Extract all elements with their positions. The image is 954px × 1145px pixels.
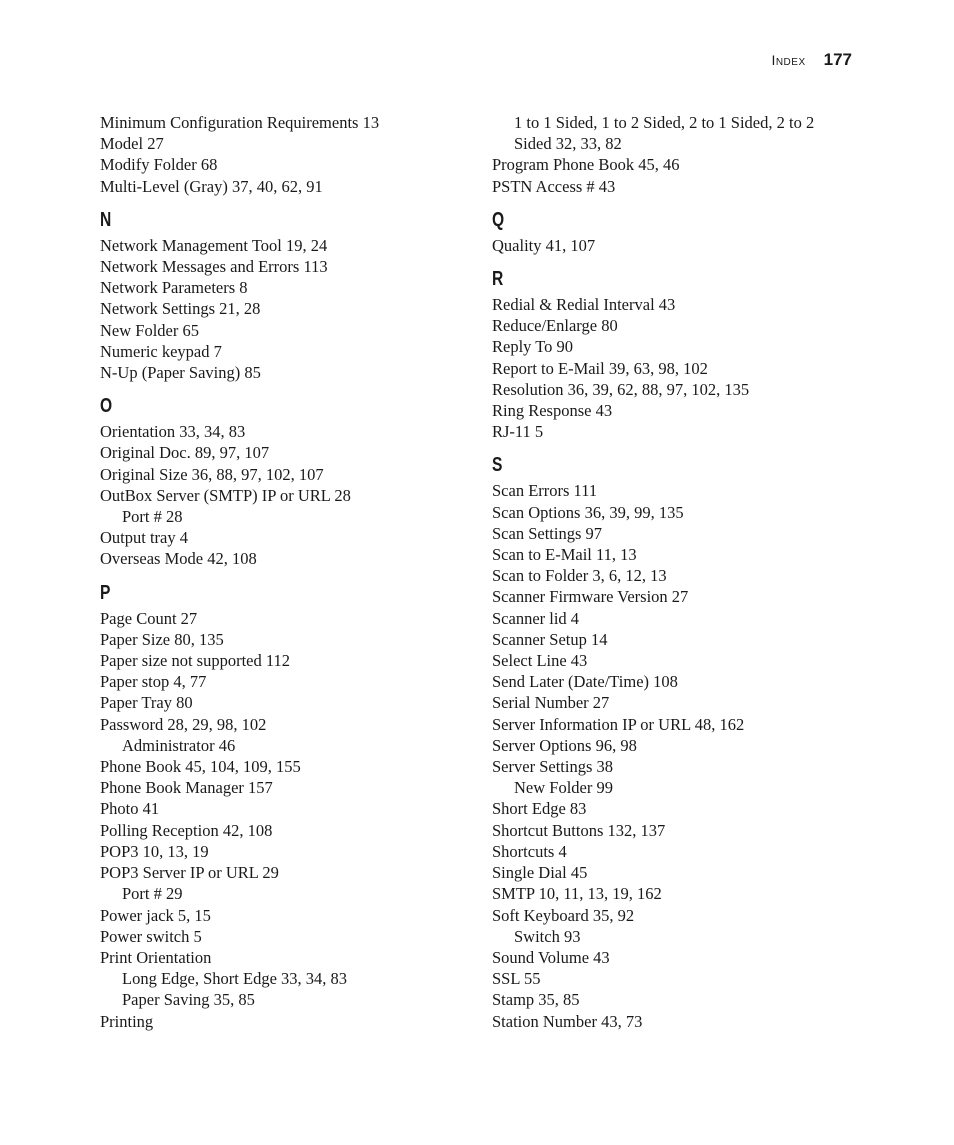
index-entry: Multi-Level (Gray) 37, 40, 62, 91	[100, 176, 323, 196]
index-entry: Send Later (Date/Time) 108	[492, 672, 678, 692]
index-letter-heading: Q	[492, 208, 505, 231]
index-entry: Server Settings 38	[492, 757, 613, 777]
index-entry: Power switch 5	[100, 926, 202, 946]
index-entry: Soft Keyboard 35, 92	[492, 905, 635, 925]
index-entry: Photo 41	[100, 799, 160, 819]
index-entry: Scan to Folder 3, 6, 12, 13	[492, 566, 667, 586]
index-entry: Power jack 5, 15	[100, 905, 211, 925]
index-entry: Ring Response 43	[492, 401, 613, 421]
index-entry: Scan to E-Mail 11, 13	[492, 545, 637, 565]
index-entry: Printing	[100, 1011, 154, 1031]
page-number: 177	[823, 50, 852, 69]
index-entry: Network Parameters 8	[100, 278, 248, 298]
index-entry: Shortcut Buttons 132, 137	[492, 820, 666, 840]
index-entry: Phone Book Manager 157	[100, 778, 273, 798]
index-letter-heading: R	[492, 268, 504, 291]
index-subentry: Administrator 46	[122, 735, 236, 755]
index-entry: New Folder 65	[100, 320, 199, 340]
index-entry-continuation: Sided 32, 33, 82	[514, 134, 622, 154]
index-entry: Orientation 33, 34, 83	[100, 422, 246, 442]
index-entry: Report to E-Mail 39, 63, 98, 102	[492, 358, 708, 378]
index-entry: Stamp 35, 85	[492, 990, 580, 1010]
index-subentry: 1 to 1 Sided, 1 to 2 Sided, 2 to 1 Sided, 2 to 2	[514, 113, 815, 132]
index-entry: Polling Reception 42, 108	[100, 820, 273, 840]
index-subentry: New Folder 99	[514, 778, 613, 798]
index-letter-heading: O	[100, 395, 113, 418]
index-subentry: Port # 28	[122, 507, 183, 527]
index-entry: Paper size not supported 112	[100, 651, 291, 671]
index-entry: Network Management Tool 19, 24	[100, 235, 328, 255]
index-entry: N-Up (Paper Saving) 85	[100, 363, 261, 383]
index-column-right	[492, 112, 872, 1032]
index-entry: POP3 Server IP or URL 29	[100, 863, 279, 883]
index-subentry: Port # 29	[122, 884, 183, 904]
index-entry: PSTN Access # 43	[492, 176, 616, 196]
index-entry: SMTP 10, 11, 13, 19, 162	[492, 884, 662, 904]
index-entry: Original Doc. 89, 97, 107	[100, 443, 270, 463]
index-letter-heading: P	[100, 581, 111, 604]
index-entry: Page Count 27	[100, 608, 198, 628]
index-entry: Paper Size 80, 135	[100, 629, 224, 649]
index-entry: Minimum Configuration Requirements 13	[100, 113, 380, 132]
index-entry: Quality 41, 107	[492, 235, 596, 255]
index-entry: Scan Errors 111	[492, 481, 598, 501]
index-entry: SSL 55	[492, 969, 541, 989]
index-entry: Numeric keypad 7	[100, 341, 222, 361]
index-entry: Server Information IP or URL 48, 162	[492, 714, 745, 734]
running-header	[771, 50, 852, 70]
index-entry: Short Edge 83	[492, 799, 587, 819]
index-entry: Overseas Mode 42, 108	[100, 549, 257, 569]
index-entry: Sound Volume 43	[492, 947, 610, 967]
index-entry: Scanner Firmware Version 27	[492, 587, 689, 607]
index-entry: Server Options 96, 98	[492, 735, 637, 755]
index-entry: Scanner lid 4	[492, 608, 580, 628]
index-letter-heading: S	[492, 454, 503, 477]
index-entry: Single Dial 45	[492, 863, 588, 883]
index-entry: Output tray 4	[100, 528, 188, 548]
index-entry: Model 27	[100, 134, 164, 154]
index-entry: Scan Options 36, 39, 99, 135	[492, 502, 684, 522]
index-column-left	[100, 112, 480, 1032]
index-entry: Modify Folder 68	[100, 155, 218, 175]
index-entry: Redial & Redial Interval 43	[492, 295, 676, 315]
index-subentry: Paper Saving 35, 85	[122, 990, 255, 1010]
index-entry: Select Line 43	[492, 651, 588, 671]
running-header-label: Index	[771, 52, 806, 68]
index-entry: Network Settings 21, 28	[100, 299, 261, 319]
index-entry: OutBox Server (SMTP) IP or URL 28	[100, 485, 351, 505]
index-entry: Program Phone Book 45, 46	[492, 155, 680, 175]
index-entry: Paper stop 4, 77	[100, 672, 207, 692]
index-entry: RJ-11 5	[492, 422, 544, 442]
index-entry: Reduce/Enlarge 80	[492, 316, 618, 336]
index-entry: Phone Book 45, 104, 109, 155	[100, 757, 301, 777]
index-entry: Serial Number 27	[492, 693, 610, 713]
index-entry: Paper Tray 80	[100, 693, 193, 713]
index-entry: Reply To 90	[492, 337, 574, 357]
index-letter-heading: N	[100, 208, 112, 231]
index-entry: Password 28, 29, 98, 102	[100, 714, 267, 734]
index-entry: Print Orientation	[100, 947, 212, 967]
index-entry: POP3 10, 13, 19	[100, 841, 209, 861]
index-entry: Scanner Setup 14	[492, 629, 608, 649]
index-entry: Resolution 36, 39, 62, 88, 97, 102, 135	[492, 379, 750, 399]
index-subentry: Long Edge, Short Edge 33, 34, 83	[122, 969, 348, 989]
index-entry: Network Messages and Errors 113	[100, 257, 328, 277]
index-entry: Scan Settings 97	[492, 523, 602, 543]
index-entry: Original Size 36, 88, 97, 102, 107	[100, 464, 324, 484]
index-entry: Shortcuts 4	[492, 841, 567, 861]
index-subentry: Switch 93	[514, 926, 581, 946]
index-entry: Station Number 43, 73	[492, 1011, 643, 1031]
